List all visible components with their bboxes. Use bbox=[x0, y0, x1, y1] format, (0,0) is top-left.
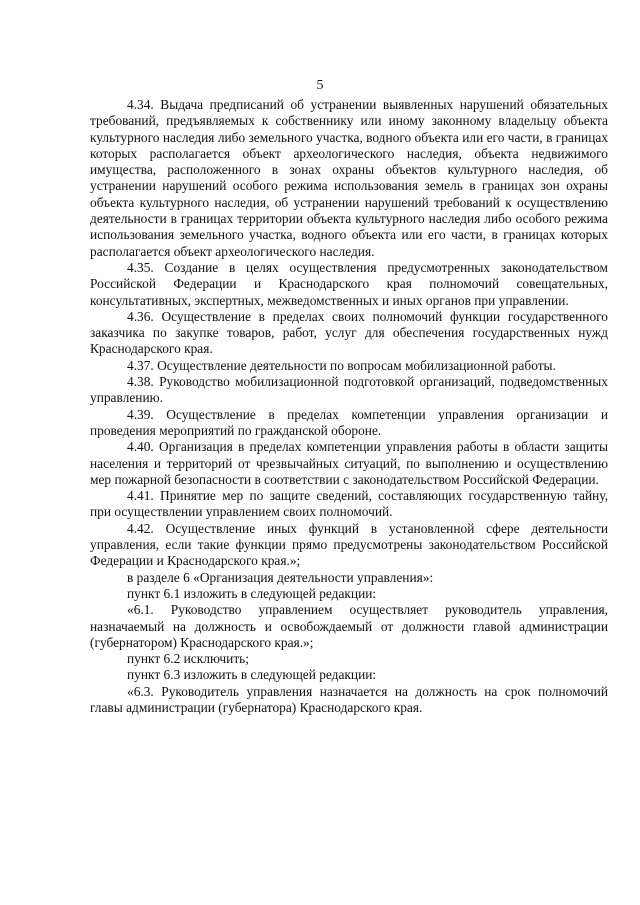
paragraph-section-6-intro: в разделе 6 «Организация деятельности управления»: bbox=[127, 569, 434, 585]
paragraph-4-42: 4.42. Осуществление иных функций в установленной сфере деятельности управления, если такие функции прямо предусмотрены законодательством Российской Федерации и Краснодарского края.»; bbox=[90, 520, 608, 569]
paragraph-6-1: «6.1. Руководство управлением осуществляет руководитель управления, назначаемый на должность и освобождаемый от должности главой администрации (губернатором) Краснодарского края.»; bbox=[90, 602, 608, 650]
page-number: 5 bbox=[316, 78, 324, 93]
paragraph-6-3: «6.3. Руководитель управления назначается на должность на срок полномочий главы администрации (губернатора) Краснодарского края. bbox=[90, 683, 608, 715]
paragraph-6-1-instruction: пункт 6.1 изложить в следующей редакции: bbox=[127, 585, 377, 601]
paragraph-4-34: 4.34. Выдача предписаний об устранении выявленных нарушений обязательных требований, предъявляемых к собственнику или иному законному владельцу объекта культурного наследия либо земельного участка, водного объекта или его части, в границах которых располагается объект археологического наследия, объекта недвижимого имущества, расположенного в зонах охраны объектов культурного наследия, об устранении нарушений особого режима использования земель в границах зон охраны объекта культурного наследия, об устранении нарушений требований к осуществлению деятельности в границах территории объекта культурного наследия либо особого режима использования земельного участка, водного объекта или его части, в границах которых располагается объект археологического наследия. bbox=[90, 97, 609, 259]
paragraph-4-37: 4.37. Осуществление деятельности по вопросам мобилизационной работы. bbox=[127, 357, 556, 373]
document-body bbox=[90, 97, 608, 716]
paragraph-4-40: 4.40. Организация в пределах компетенции управления работы в области защиты населения и территорий от чрезвычайных ситуаций, по выполнению и осуществлению мер пожарной безопасности в соответствии с законодательством Российской Федерации. bbox=[90, 439, 608, 487]
paragraph-4-36: 4.36. Осуществление в пределах своих полномочий функции государственного заказчика по закупке товаров, работ, услуг для обеспечения государственных нужд Краснодарского края. bbox=[90, 308, 608, 357]
paragraph-4-41: 4.41. Принятие мер по защите сведений, составляющих государственную тайну, при осуществлении управлением своих полномочий. bbox=[90, 488, 608, 520]
paragraph-4-35: 4.35. Создание в целях осуществления предусмотренных законодательством Российской Федерации и Краснодарского края полномочий совещательных, консультативных, экспертных, межведомственных и иных органов при управлении. bbox=[90, 259, 608, 308]
paragraph-4-39: 4.39. Осуществление в пределах компетенции управления организации и проведения мероприятий по гражданской обороне. bbox=[90, 406, 608, 438]
paragraph-4-38: 4.38. Руководство мобилизационной подготовкой организаций, подведомственных управлению. bbox=[90, 374, 608, 406]
paragraph-6-3-instruction: пункт 6.3 изложить в следующей редакции: bbox=[127, 667, 377, 683]
paragraph-6-2-instruction: пункт 6.2 исключить; bbox=[127, 651, 250, 667]
